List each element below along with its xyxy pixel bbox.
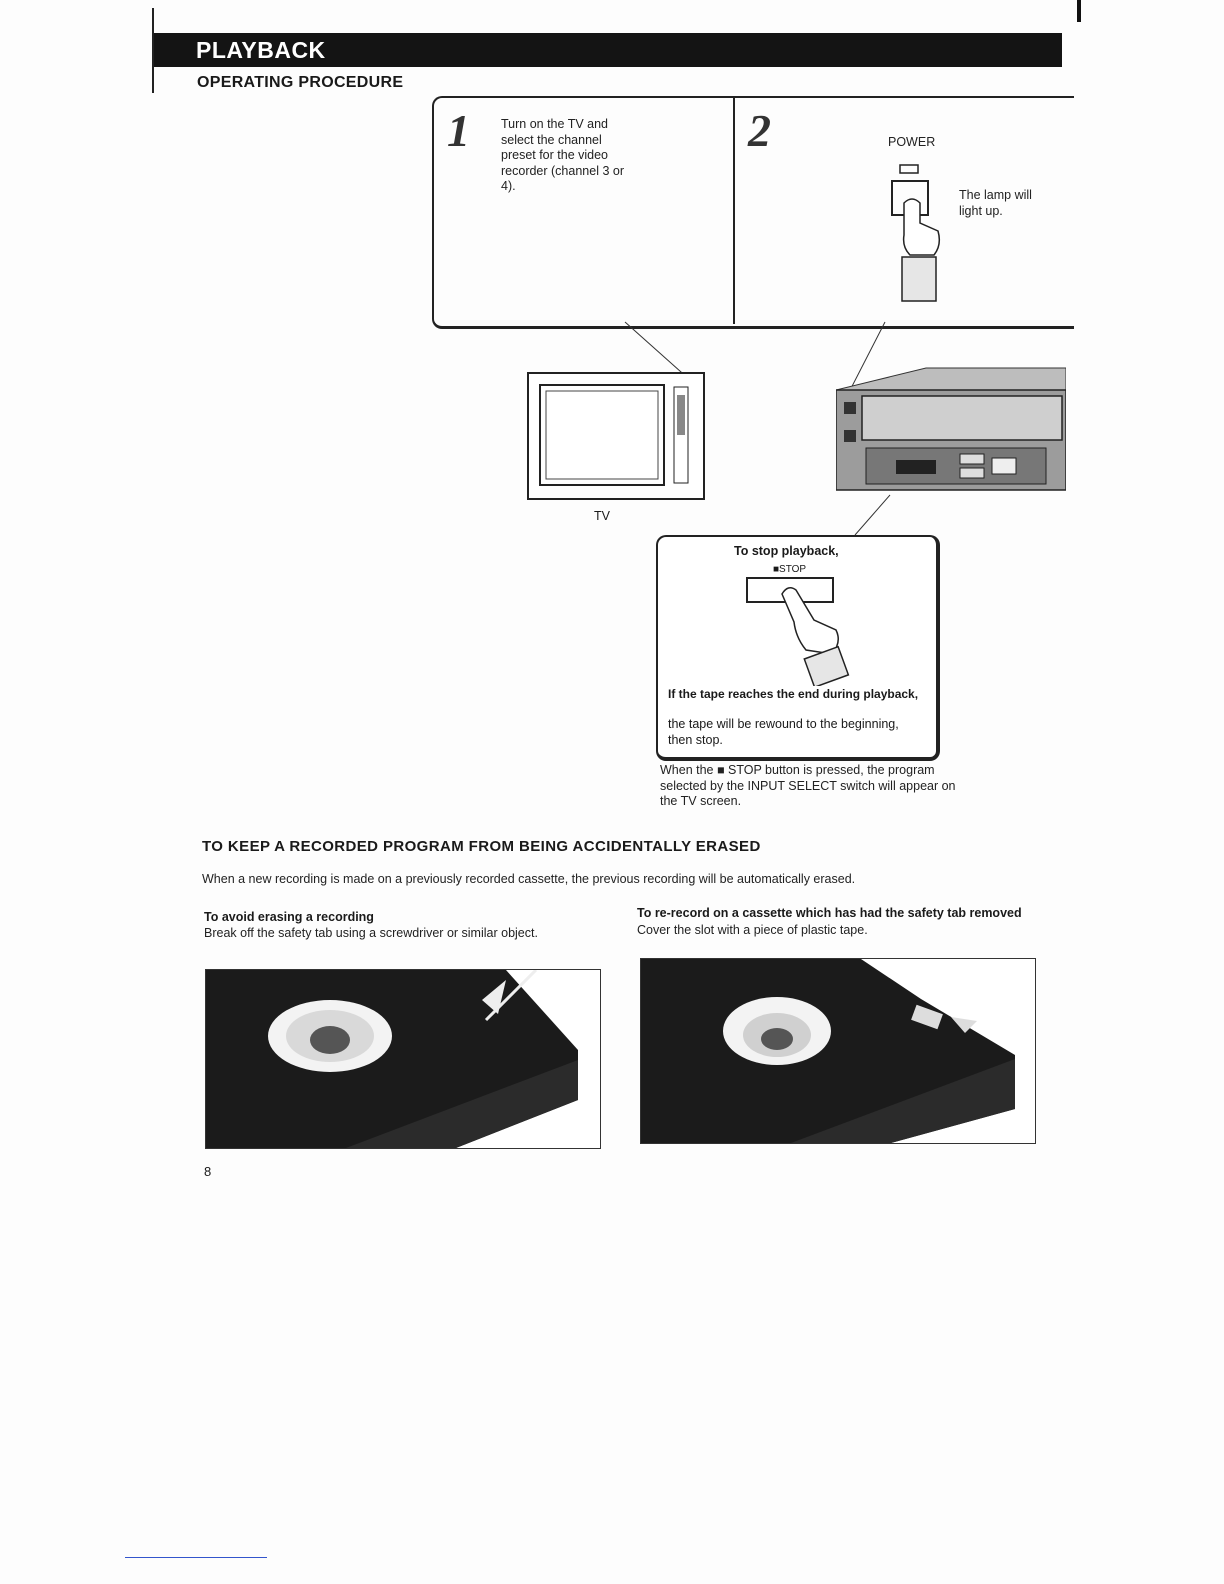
cover-slot-photo — [640, 958, 1036, 1144]
avoid-erase-heading: To avoid erasing a recording — [204, 910, 374, 924]
tape-end-heading: If the tape reaches the end during playback, — [668, 687, 919, 701]
erase-intro: When a new recording is made on a previously recorded cassette, the previous recording will be automatically erased. — [202, 872, 856, 886]
avoid-erase-text: Break off the safety tab using a screwdriver or similar object. — [204, 926, 538, 940]
stop-note: When the ■ STOP button is pressed, the program selected by the INPUT SELECT switch will appear on the TV screen. — [660, 763, 956, 808]
vcr-illustration — [836, 350, 1066, 495]
stop-title: To stop playback, — [734, 544, 839, 558]
power-label: POWER — [888, 135, 936, 149]
stop-press-illustration — [744, 574, 854, 686]
step-1-text: Turn on the TV and select the channel preset for the video recorder (channel 3 or 4). — [501, 117, 624, 193]
step-divider — [733, 96, 735, 324]
rerecord-heading: To re-record on a cassette which has had the safety tab removed — [637, 906, 1022, 920]
stop-button-label: ■STOP — [773, 564, 807, 575]
page-title: PLAYBACK — [196, 37, 326, 63]
rerecord-text: Cover the slot with a piece of plastic tape. — [637, 923, 868, 937]
step-1-number: 1 — [447, 105, 470, 156]
power-press-illustration — [880, 155, 950, 305]
footer-rule — [125, 1557, 267, 1558]
page-number: 8 — [204, 1164, 212, 1179]
tv-illustration — [526, 365, 706, 501]
tv-label: TV — [594, 509, 610, 523]
tape-end-text: the tape will be rewound to the beginning, then stop. — [668, 717, 899, 747]
step-2-number: 2 — [748, 105, 771, 156]
erase-section-title: TO KEEP A RECORDED PROGRAM FROM BEING ACCIDENTALLY ERASED — [202, 838, 761, 855]
break-tab-photo — [205, 969, 601, 1149]
lamp-note: The lamp will light up. — [959, 188, 1032, 218]
corner-mark — [1077, 0, 1081, 22]
section-subtitle: OPERATING PROCEDURE — [197, 74, 404, 91]
